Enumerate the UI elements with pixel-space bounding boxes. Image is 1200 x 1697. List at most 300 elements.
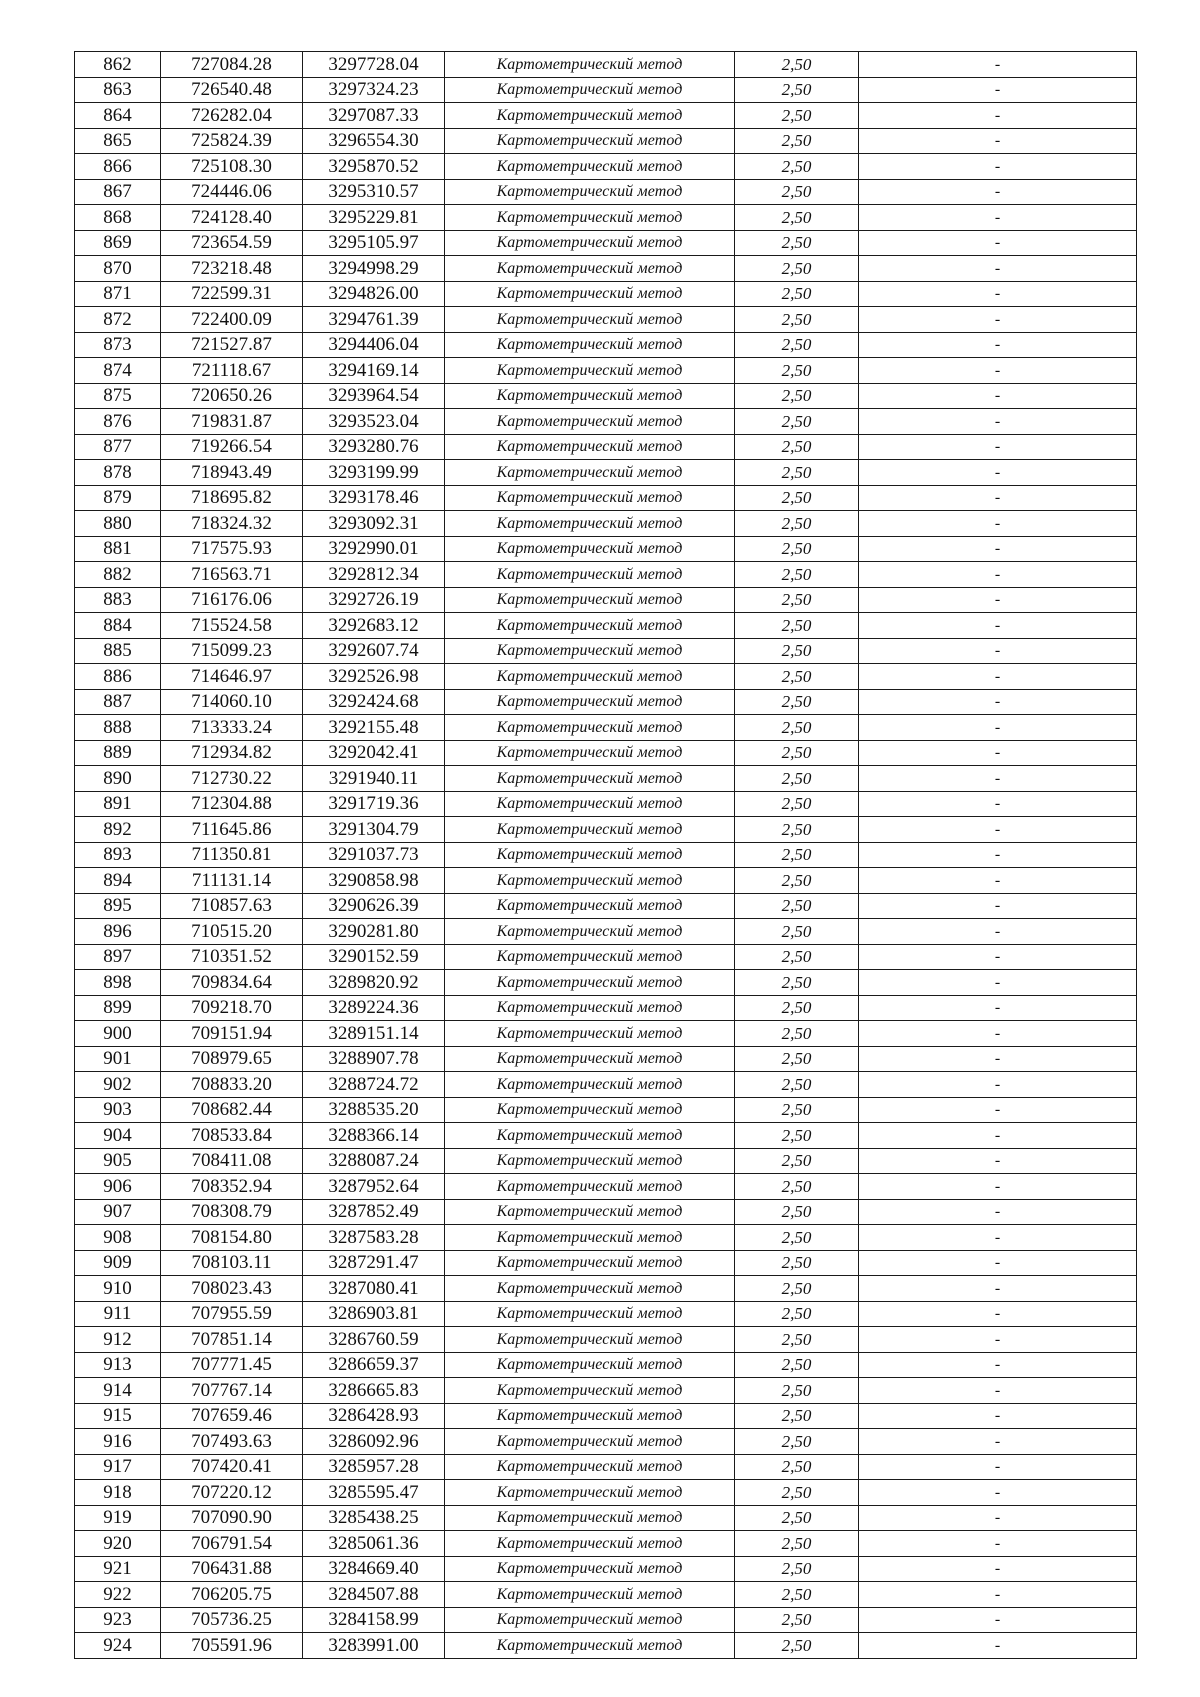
- y-coordinate-cell: 3284158.99: [303, 1607, 445, 1633]
- note-cell: -: [859, 154, 1137, 180]
- table-row: [75, 1046, 1137, 1072]
- note-cell: -: [859, 409, 1137, 435]
- note-cell: -: [859, 52, 1137, 78]
- x-coordinate-cell: 712730.22: [161, 766, 303, 792]
- note-cell: -: [859, 1403, 1137, 1429]
- table-row: [75, 970, 1137, 996]
- table-row: [75, 52, 1137, 78]
- accuracy-cell: 2,50: [735, 1454, 859, 1480]
- y-coordinate-cell: 3290858.98: [303, 868, 445, 894]
- point-number-cell: 864: [75, 103, 161, 129]
- table-row: [75, 995, 1137, 1021]
- x-coordinate-cell: 721118.67: [161, 358, 303, 384]
- note-cell: -: [859, 638, 1137, 664]
- note-cell: -: [859, 1072, 1137, 1098]
- table-row: [75, 689, 1137, 715]
- note-cell: -: [859, 613, 1137, 639]
- y-coordinate-cell: 3292812.34: [303, 562, 445, 588]
- x-coordinate-cell: 707220.12: [161, 1480, 303, 1506]
- table-row: [75, 1556, 1137, 1582]
- y-coordinate-cell: 3285061.36: [303, 1531, 445, 1557]
- method-cell: Картометрический метод: [445, 409, 735, 435]
- x-coordinate-cell: 712304.88: [161, 791, 303, 817]
- point-number-cell: 899: [75, 995, 161, 1021]
- method-cell: Картометрический метод: [445, 587, 735, 613]
- accuracy-cell: 2,50: [735, 1174, 859, 1200]
- table-row: [75, 893, 1137, 919]
- x-coordinate-cell: 709218.70: [161, 995, 303, 1021]
- x-coordinate-cell: 715524.58: [161, 613, 303, 639]
- note-cell: -: [859, 230, 1137, 256]
- table-row: [75, 1480, 1137, 1506]
- table-row: [75, 868, 1137, 894]
- method-cell: Картометрический метод: [445, 1123, 735, 1149]
- accuracy-cell: 2,50: [735, 103, 859, 129]
- method-cell: Картометрический метод: [445, 689, 735, 715]
- point-number-cell: 874: [75, 358, 161, 384]
- note-cell: -: [859, 1174, 1137, 1200]
- point-number-cell: 919: [75, 1505, 161, 1531]
- note-cell: -: [859, 562, 1137, 588]
- x-coordinate-cell: 718324.32: [161, 511, 303, 537]
- table-row: [75, 1378, 1137, 1404]
- x-coordinate-cell: 706791.54: [161, 1531, 303, 1557]
- table-row: [75, 613, 1137, 639]
- point-number-cell: 867: [75, 179, 161, 205]
- table-row: [75, 766, 1137, 792]
- accuracy-cell: 2,50: [735, 740, 859, 766]
- y-coordinate-cell: 3295310.57: [303, 179, 445, 205]
- accuracy-cell: 2,50: [735, 460, 859, 486]
- point-number-cell: 882: [75, 562, 161, 588]
- note-cell: -: [859, 485, 1137, 511]
- point-number-cell: 878: [75, 460, 161, 486]
- x-coordinate-cell: 723654.59: [161, 230, 303, 256]
- accuracy-cell: 2,50: [735, 485, 859, 511]
- accuracy-cell: 2,50: [735, 1607, 859, 1633]
- method-cell: Картометрический метод: [445, 893, 735, 919]
- point-number-cell: 910: [75, 1276, 161, 1302]
- table-row: [75, 919, 1137, 945]
- accuracy-cell: 2,50: [735, 1276, 859, 1302]
- y-coordinate-cell: 3290152.59: [303, 944, 445, 970]
- table-row: [75, 1021, 1137, 1047]
- point-number-cell: 908: [75, 1225, 161, 1251]
- method-cell: Картометрический метод: [445, 1174, 735, 1200]
- table-row: [75, 1531, 1137, 1557]
- accuracy-cell: 2,50: [735, 842, 859, 868]
- table-row: [75, 307, 1137, 333]
- accuracy-cell: 2,50: [735, 1250, 859, 1276]
- accuracy-cell: 2,50: [735, 1301, 859, 1327]
- x-coordinate-cell: 707955.59: [161, 1301, 303, 1327]
- y-coordinate-cell: 3284507.88: [303, 1582, 445, 1608]
- method-cell: Картометрический метод: [445, 128, 735, 154]
- method-cell: Картометрический метод: [445, 205, 735, 231]
- note-cell: -: [859, 1046, 1137, 1072]
- y-coordinate-cell: 3293280.76: [303, 434, 445, 460]
- y-coordinate-cell: 3297087.33: [303, 103, 445, 129]
- method-cell: Картометрический метод: [445, 1301, 735, 1327]
- table-row: [75, 664, 1137, 690]
- point-number-cell: 868: [75, 205, 161, 231]
- y-coordinate-cell: 3288087.24: [303, 1148, 445, 1174]
- point-number-cell: 914: [75, 1378, 161, 1404]
- y-coordinate-cell: 3286760.59: [303, 1327, 445, 1353]
- y-coordinate-cell: 3287583.28: [303, 1225, 445, 1251]
- accuracy-cell: 2,50: [735, 383, 859, 409]
- table-row: [75, 791, 1137, 817]
- table-row: [75, 1352, 1137, 1378]
- method-cell: Картометрический метод: [445, 944, 735, 970]
- point-number-cell: 907: [75, 1199, 161, 1225]
- x-coordinate-cell: 708833.20: [161, 1072, 303, 1098]
- point-number-cell: 898: [75, 970, 161, 996]
- point-number-cell: 876: [75, 409, 161, 435]
- x-coordinate-cell: 712934.82: [161, 740, 303, 766]
- method-cell: Картометрический метод: [445, 970, 735, 996]
- note-cell: -: [859, 460, 1137, 486]
- x-coordinate-cell: 711645.86: [161, 817, 303, 843]
- table-row: [75, 460, 1137, 486]
- note-cell: -: [859, 77, 1137, 103]
- point-number-cell: 894: [75, 868, 161, 894]
- x-coordinate-cell: 708103.11: [161, 1250, 303, 1276]
- x-coordinate-cell: 716563.71: [161, 562, 303, 588]
- accuracy-cell: 2,50: [735, 995, 859, 1021]
- x-coordinate-cell: 705736.25: [161, 1607, 303, 1633]
- point-number-cell: 863: [75, 77, 161, 103]
- y-coordinate-cell: 3287852.49: [303, 1199, 445, 1225]
- y-coordinate-cell: 3294406.04: [303, 332, 445, 358]
- point-number-cell: 904: [75, 1123, 161, 1149]
- method-cell: Картометрический метод: [445, 1531, 735, 1557]
- method-cell: Картометрический метод: [445, 230, 735, 256]
- table-row: [75, 1607, 1137, 1633]
- point-number-cell: 890: [75, 766, 161, 792]
- table-row: [75, 1327, 1137, 1353]
- point-number-cell: 872: [75, 307, 161, 333]
- method-cell: Картометрический метод: [445, 332, 735, 358]
- method-cell: Картометрический метод: [445, 281, 735, 307]
- y-coordinate-cell: 3289820.92: [303, 970, 445, 996]
- note-cell: -: [859, 1250, 1137, 1276]
- note-cell: -: [859, 1148, 1137, 1174]
- table-row: [75, 842, 1137, 868]
- y-coordinate-cell: 3288535.20: [303, 1097, 445, 1123]
- method-cell: Картометрический метод: [445, 995, 735, 1021]
- accuracy-cell: 2,50: [735, 1225, 859, 1251]
- y-coordinate-cell: 3285438.25: [303, 1505, 445, 1531]
- accuracy-cell: 2,50: [735, 154, 859, 180]
- method-cell: Картометрический метод: [445, 1480, 735, 1506]
- x-coordinate-cell: 708682.44: [161, 1097, 303, 1123]
- note-cell: -: [859, 842, 1137, 868]
- x-coordinate-cell: 707767.14: [161, 1378, 303, 1404]
- x-coordinate-cell: 706205.75: [161, 1582, 303, 1608]
- y-coordinate-cell: 3291719.36: [303, 791, 445, 817]
- accuracy-cell: 2,50: [735, 205, 859, 231]
- x-coordinate-cell: 721527.87: [161, 332, 303, 358]
- x-coordinate-cell: 725824.39: [161, 128, 303, 154]
- x-coordinate-cell: 725108.30: [161, 154, 303, 180]
- y-coordinate-cell: 3297324.23: [303, 77, 445, 103]
- point-number-cell: 922: [75, 1582, 161, 1608]
- note-cell: -: [859, 1633, 1137, 1659]
- x-coordinate-cell: 722400.09: [161, 307, 303, 333]
- y-coordinate-cell: 3293178.46: [303, 485, 445, 511]
- x-coordinate-cell: 708023.43: [161, 1276, 303, 1302]
- accuracy-cell: 2,50: [735, 230, 859, 256]
- point-number-cell: 893: [75, 842, 161, 868]
- method-cell: Картометрический метод: [445, 1607, 735, 1633]
- accuracy-cell: 2,50: [735, 281, 859, 307]
- point-number-cell: 881: [75, 536, 161, 562]
- note-cell: -: [859, 689, 1137, 715]
- x-coordinate-cell: 711350.81: [161, 842, 303, 868]
- y-coordinate-cell: 3293199.99: [303, 460, 445, 486]
- note-cell: -: [859, 1582, 1137, 1608]
- method-cell: Картометрический метод: [445, 664, 735, 690]
- table-row: [75, 562, 1137, 588]
- table-row: [75, 332, 1137, 358]
- x-coordinate-cell: 708154.80: [161, 1225, 303, 1251]
- note-cell: -: [859, 740, 1137, 766]
- accuracy-cell: 2,50: [735, 1378, 859, 1404]
- note-cell: -: [859, 1199, 1137, 1225]
- table-row: [75, 256, 1137, 282]
- table-row: [75, 103, 1137, 129]
- table-row: [75, 1148, 1137, 1174]
- method-cell: Картометрический метод: [445, 919, 735, 945]
- x-coordinate-cell: 720650.26: [161, 383, 303, 409]
- y-coordinate-cell: 3294761.39: [303, 307, 445, 333]
- point-number-cell: 913: [75, 1352, 161, 1378]
- point-number-cell: 880: [75, 511, 161, 537]
- point-number-cell: 873: [75, 332, 161, 358]
- y-coordinate-cell: 3291940.11: [303, 766, 445, 792]
- accuracy-cell: 2,50: [735, 1480, 859, 1506]
- accuracy-cell: 2,50: [735, 970, 859, 996]
- method-cell: Картометрический метод: [445, 1021, 735, 1047]
- y-coordinate-cell: 3292424.68: [303, 689, 445, 715]
- y-coordinate-cell: 3286092.96: [303, 1429, 445, 1455]
- method-cell: Картометрический метод: [445, 536, 735, 562]
- method-cell: Картометрический метод: [445, 740, 735, 766]
- x-coordinate-cell: 707659.46: [161, 1403, 303, 1429]
- x-coordinate-cell: 716176.06: [161, 587, 303, 613]
- point-number-cell: 892: [75, 817, 161, 843]
- point-number-cell: 870: [75, 256, 161, 282]
- method-cell: Картометрический метод: [445, 1582, 735, 1608]
- accuracy-cell: 2,50: [735, 638, 859, 664]
- x-coordinate-cell: 707420.41: [161, 1454, 303, 1480]
- note-cell: -: [859, 1021, 1137, 1047]
- table-row: [75, 817, 1137, 843]
- table-row: [75, 715, 1137, 741]
- table-row: [75, 434, 1137, 460]
- x-coordinate-cell: 719266.54: [161, 434, 303, 460]
- table-row: [75, 128, 1137, 154]
- note-cell: -: [859, 434, 1137, 460]
- table-row: [75, 536, 1137, 562]
- method-cell: Картометрический метод: [445, 613, 735, 639]
- point-number-cell: 895: [75, 893, 161, 919]
- note-cell: -: [859, 179, 1137, 205]
- x-coordinate-cell: 714646.97: [161, 664, 303, 690]
- note-cell: -: [859, 893, 1137, 919]
- table-row: [75, 205, 1137, 231]
- table-row: [75, 1123, 1137, 1149]
- accuracy-cell: 2,50: [735, 817, 859, 843]
- x-coordinate-cell: 722599.31: [161, 281, 303, 307]
- y-coordinate-cell: 3286903.81: [303, 1301, 445, 1327]
- note-cell: -: [859, 1301, 1137, 1327]
- x-coordinate-cell: 709834.64: [161, 970, 303, 996]
- x-coordinate-cell: 708308.79: [161, 1199, 303, 1225]
- accuracy-cell: 2,50: [735, 511, 859, 537]
- accuracy-cell: 2,50: [735, 1582, 859, 1608]
- method-cell: Картометрический метод: [445, 383, 735, 409]
- y-coordinate-cell: 3292526.98: [303, 664, 445, 690]
- note-cell: -: [859, 332, 1137, 358]
- note-cell: -: [859, 715, 1137, 741]
- point-number-cell: 871: [75, 281, 161, 307]
- table-row: [75, 1403, 1137, 1429]
- accuracy-cell: 2,50: [735, 1123, 859, 1149]
- point-number-cell: 865: [75, 128, 161, 154]
- note-cell: -: [859, 1276, 1137, 1302]
- method-cell: Картометрический метод: [445, 638, 735, 664]
- accuracy-cell: 2,50: [735, 128, 859, 154]
- note-cell: -: [859, 1454, 1137, 1480]
- y-coordinate-cell: 3290626.39: [303, 893, 445, 919]
- note-cell: -: [859, 1327, 1137, 1353]
- accuracy-cell: 2,50: [735, 332, 859, 358]
- point-number-cell: 923: [75, 1607, 161, 1633]
- method-cell: Картометрический метод: [445, 1072, 735, 1098]
- point-number-cell: 912: [75, 1327, 161, 1353]
- accuracy-cell: 2,50: [735, 562, 859, 588]
- note-cell: -: [859, 1531, 1137, 1557]
- method-cell: Картометрический метод: [445, 52, 735, 78]
- table-row: [75, 230, 1137, 256]
- point-number-cell: 920: [75, 1531, 161, 1557]
- accuracy-cell: 2,50: [735, 1327, 859, 1353]
- x-coordinate-cell: 711131.14: [161, 868, 303, 894]
- method-cell: Картометрический метод: [445, 460, 735, 486]
- note-cell: -: [859, 511, 1137, 537]
- table-row: [75, 179, 1137, 205]
- method-cell: Картометрический метод: [445, 307, 735, 333]
- point-number-cell: 884: [75, 613, 161, 639]
- note-cell: -: [859, 1556, 1137, 1582]
- table-row: [75, 511, 1137, 537]
- table-row: [75, 1301, 1137, 1327]
- y-coordinate-cell: 3295229.81: [303, 205, 445, 231]
- note-cell: -: [859, 358, 1137, 384]
- y-coordinate-cell: 3283991.00: [303, 1633, 445, 1659]
- y-coordinate-cell: 3292607.74: [303, 638, 445, 664]
- method-cell: Картометрический метод: [445, 1556, 735, 1582]
- accuracy-cell: 2,50: [735, 409, 859, 435]
- note-cell: -: [859, 1429, 1137, 1455]
- y-coordinate-cell: 3293092.31: [303, 511, 445, 537]
- note-cell: -: [859, 1352, 1137, 1378]
- accuracy-cell: 2,50: [735, 1148, 859, 1174]
- note-cell: -: [859, 791, 1137, 817]
- y-coordinate-cell: 3292155.48: [303, 715, 445, 741]
- x-coordinate-cell: 705591.96: [161, 1633, 303, 1659]
- note-cell: -: [859, 944, 1137, 970]
- point-number-cell: 906: [75, 1174, 161, 1200]
- accuracy-cell: 2,50: [735, 613, 859, 639]
- y-coordinate-cell: 3284669.40: [303, 1556, 445, 1582]
- x-coordinate-cell: 708979.65: [161, 1046, 303, 1072]
- method-cell: Картометрический метод: [445, 868, 735, 894]
- method-cell: Картометрический метод: [445, 1225, 735, 1251]
- coordinates-table-body: [75, 52, 1137, 1659]
- x-coordinate-cell: 708533.84: [161, 1123, 303, 1149]
- y-coordinate-cell: 3289224.36: [303, 995, 445, 1021]
- y-coordinate-cell: 3294998.29: [303, 256, 445, 282]
- note-cell: -: [859, 1225, 1137, 1251]
- x-coordinate-cell: 707493.63: [161, 1429, 303, 1455]
- x-coordinate-cell: 708411.08: [161, 1148, 303, 1174]
- accuracy-cell: 2,50: [735, 766, 859, 792]
- y-coordinate-cell: 3292726.19: [303, 587, 445, 613]
- method-cell: Картометрический метод: [445, 842, 735, 868]
- point-number-cell: 891: [75, 791, 161, 817]
- note-cell: -: [859, 1097, 1137, 1123]
- point-number-cell: 887: [75, 689, 161, 715]
- note-cell: -: [859, 256, 1137, 282]
- accuracy-cell: 2,50: [735, 256, 859, 282]
- point-number-cell: 877: [75, 434, 161, 460]
- accuracy-cell: 2,50: [735, 52, 859, 78]
- accuracy-cell: 2,50: [735, 664, 859, 690]
- method-cell: Картометрический метод: [445, 766, 735, 792]
- point-number-cell: 862: [75, 52, 161, 78]
- x-coordinate-cell: 724446.06: [161, 179, 303, 205]
- x-coordinate-cell: 707090.90: [161, 1505, 303, 1531]
- method-cell: Картометрический метод: [445, 434, 735, 460]
- method-cell: Картометрический метод: [445, 1199, 735, 1225]
- y-coordinate-cell: 3292990.01: [303, 536, 445, 562]
- y-coordinate-cell: 3291304.79: [303, 817, 445, 843]
- table-row: [75, 1199, 1137, 1225]
- table-row: [75, 1582, 1137, 1608]
- x-coordinate-cell: 710857.63: [161, 893, 303, 919]
- table-row: [75, 1097, 1137, 1123]
- method-cell: Картометрический метод: [445, 1327, 735, 1353]
- table-row: [75, 1633, 1137, 1659]
- point-number-cell: 896: [75, 919, 161, 945]
- note-cell: -: [859, 1505, 1137, 1531]
- x-coordinate-cell: 726282.04: [161, 103, 303, 129]
- x-coordinate-cell: 718695.82: [161, 485, 303, 511]
- method-cell: Картометрический метод: [445, 1429, 735, 1455]
- accuracy-cell: 2,50: [735, 358, 859, 384]
- point-number-cell: 915: [75, 1403, 161, 1429]
- note-cell: -: [859, 664, 1137, 690]
- y-coordinate-cell: 3294169.14: [303, 358, 445, 384]
- note-cell: -: [859, 281, 1137, 307]
- method-cell: Картометрический метод: [445, 1276, 735, 1302]
- table-row: [75, 1250, 1137, 1276]
- method-cell: Картометрический метод: [445, 485, 735, 511]
- note-cell: -: [859, 868, 1137, 894]
